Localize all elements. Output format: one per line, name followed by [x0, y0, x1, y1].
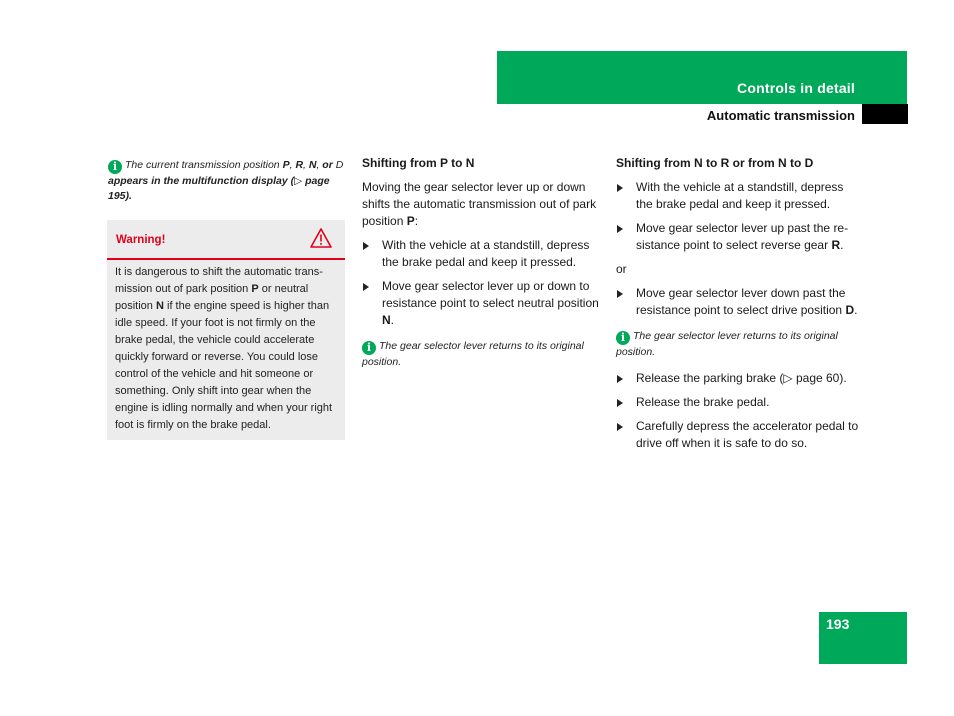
heading-p-to-n: Shifting from P to N: [362, 156, 475, 170]
heading-n-to-r-or-d: Shifting from N to R or from N to D: [616, 156, 814, 170]
bullet-arrow-icon: [617, 184, 623, 192]
bullet-text: Release the parking brake (▷ page 60).: [636, 371, 847, 385]
or-text: or: [616, 262, 627, 276]
bullet-arrow-icon: [363, 283, 369, 291]
bullet-item: [616, 285, 861, 319]
bullet-item: [616, 394, 861, 411]
bullet-list: [616, 370, 861, 452]
info-icon: i: [108, 160, 122, 174]
bullet-text: With the vehicle at a standstill, depress the brake pedal and keep it pressed.: [636, 180, 844, 211]
warning-label: Warning!: [116, 234, 166, 246]
warning-header: [107, 220, 345, 260]
bullet-text: Release the brake pedal.: [636, 395, 770, 409]
info-note-text: The current transmission position P, R, N, or D appears in the multifunction display (▷ page 195).: [108, 159, 344, 202]
warning-text: It is dangerous to shift the automatic trans-mission out of park position P or neutral position N if the engine speed is higher than idle speed. If your foot is not firmly on the brake pedal, the vehicle could accelerate quickly forward or reverse. You could lose control of the vehicle and hit someone or something. Only shift into gear when the engine is idling normally and when your right foot is firmly on the brake pedal.: [115, 266, 333, 431]
column-right: [616, 155, 861, 459]
bullet-arrow-icon: [617, 225, 623, 233]
info-note-transmission-position: [108, 158, 348, 204]
bullet-item: [616, 370, 861, 387]
bullet-arrow-icon: [617, 399, 623, 407]
section-header-bar: [497, 51, 907, 104]
info-note-lever-returns: [362, 339, 602, 370]
column-middle: [362, 155, 602, 380]
page-number-box: [819, 612, 907, 664]
bullet-text: With the vehicle at a standstill, depress the brake pedal and keep it pressed.: [382, 238, 590, 269]
bullet-item: [362, 237, 602, 271]
bullet-arrow-icon: [617, 423, 623, 431]
info-icon: i: [362, 341, 376, 355]
info-note-text: The gear selector lever returns to its original position.: [616, 330, 838, 358]
bullet-item: [616, 179, 861, 213]
bullet-text: Move gear selector lever down past the resistance point to select drive position D.: [636, 286, 858, 317]
info-note-lever-returns: [616, 329, 861, 360]
subsection-title: Automatic transmission: [706, 108, 855, 123]
bullet-item: [616, 220, 861, 254]
bullet-arrow-icon: [617, 375, 623, 383]
bullet-item: [362, 278, 602, 329]
bullet-text: Carefully depress the accelerator pedal to drive off when it is safe to do so.: [636, 419, 859, 450]
bullet-list: [616, 285, 861, 319]
column-left: [108, 158, 348, 440]
bullet-arrow-icon: [617, 290, 623, 298]
warning-triangle-icon: [310, 228, 332, 248]
section-tab-marker: [862, 104, 908, 124]
intro-paragraph: Moving the gear selector lever up or down shifts the automatic transmission out of park position P:: [362, 180, 597, 228]
bullet-item: [616, 418, 861, 452]
page-number: 193: [826, 616, 850, 632]
info-icon: i: [616, 331, 630, 345]
bullet-list: [362, 237, 602, 329]
section-title: Controls in detail: [737, 80, 855, 96]
info-note-text: The gear selector lever returns to its original position.: [362, 340, 584, 368]
bullet-arrow-icon: [363, 242, 369, 250]
bullet-text: Move gear selector lever up past the re-sistance point to select reverse gear R.: [636, 221, 849, 252]
bullet-text: Move gear selector lever up or down to resistance point to select neutral position N.: [382, 279, 599, 327]
warning-box: [107, 220, 345, 440]
bullet-list: [616, 179, 861, 254]
